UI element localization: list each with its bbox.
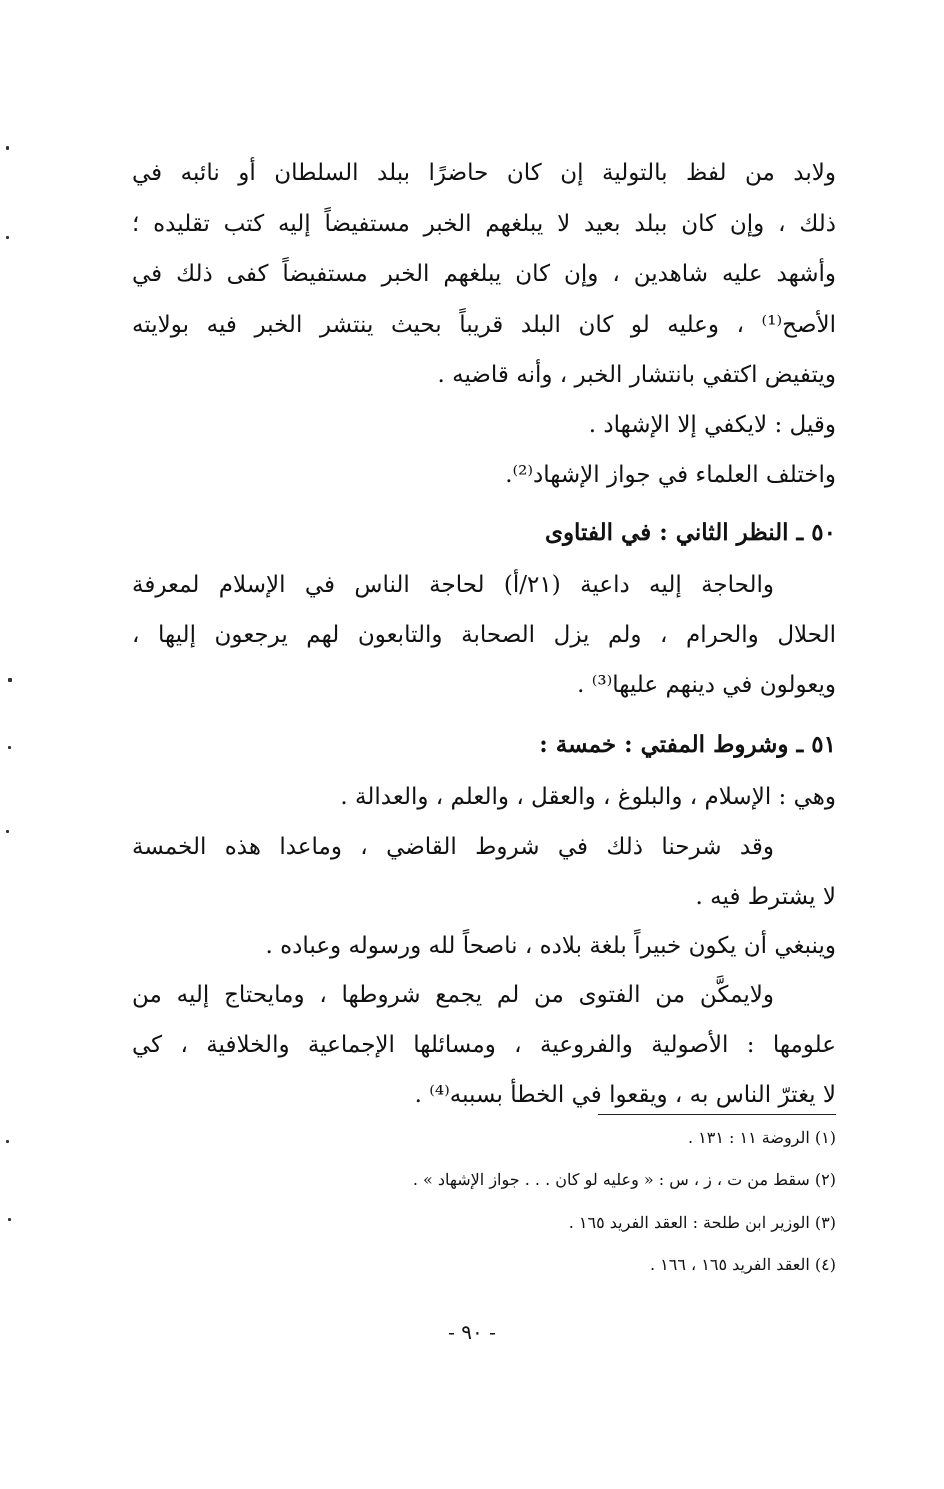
text-line: ذلك ، وإن كان ببلد بعيد لا يبلغهم الخبر مستفيضاً إليه كتب تقليده ؛ <box>132 211 836 237</box>
scan-speck <box>6 146 9 150</box>
text-line: وينبغي أن يكون خبيراً بلغة بلاده ، ناصحاً لله ورسوله وعباده . <box>265 933 836 959</box>
text-line: وأشهد عليه شاهدين ، وإن كان يبلغهم الخبر مستفيضاً كفى ذلك في <box>132 261 836 287</box>
text-line: ويعولون في دينهم عليها⁽³⁾ . <box>577 672 836 698</box>
scan-speck <box>8 678 12 682</box>
text-line: ويتفيض اكتفي بانتشار الخبر ، وأنه قاضيه . <box>437 362 836 388</box>
scan-speck <box>8 746 11 749</box>
footnote: (٣) الوزير ابن طلحة : العقد الفريد ١٦٥ . <box>568 1213 836 1232</box>
text-line: الأصح⁽¹⁾ ، وعليه لو كان البلد قريباً بحيث ينتشر الخبر فيه بولايته <box>132 312 836 338</box>
section-heading: ٥٠ ـ النظر الثاني : في الفتاوى <box>544 519 836 546</box>
text-line: واختلف العلماء في جواز الإشهاد⁽²⁾. <box>505 462 836 488</box>
scan-speck <box>6 1140 9 1143</box>
text-line: علومها : الأصولية والفروعية ، ومسائلها الإجماعية والخلافية ، كي <box>132 1032 836 1058</box>
text-line: ولابد من لفظ بالتولية إن كان حاضرًا ببلد السلطان أو نائبه في <box>132 160 836 186</box>
footnote: (٤) العقد الفريد ١٦٥ ، ١٦٦ . <box>649 1255 836 1274</box>
page-number: - ٩٠ - <box>448 1320 496 1344</box>
text-line: وقيل : لايكفي إلا الإشهاد . <box>588 412 836 438</box>
scan-speck <box>6 830 9 833</box>
text-line: لا يغترّ الناس به ، ويقعوا في الخطأ بسببه⁽⁴⁾ . <box>414 1082 836 1108</box>
text-line: وقد شرحنا ذلك في شروط القاضي ، وماعدا هذه الخمسة <box>132 834 774 860</box>
scan-speck <box>6 236 9 239</box>
footnote: (٢) سقط من ت ، ز ، س : « وعليه لو كان . . . جواز الإشهاد » . <box>412 1170 836 1189</box>
text-line: لا يشترط فيه . <box>695 884 836 910</box>
text-line: ولايمكَّن من الفتوى من لم يجمع شروطها ، ومايحتاج إليه من <box>132 982 774 1008</box>
text-line: والحاجة إليه داعية (٢١/أ) لحاجة الناس في الإسلام لمعرفة <box>132 572 774 598</box>
footnote: (١) الروضة ١١ : ١٣١ . <box>688 1128 836 1147</box>
scan-speck <box>8 1218 11 1221</box>
text-line: الحلال والحرام ، ولم يزل الصحابة والتابعون لهم يرجعون إليها ، <box>132 622 836 648</box>
section-heading: ٥١ ـ وشروط المفتي : خمسة : <box>539 731 836 758</box>
text-line: وهي : الإسلام ، والبلوغ ، والعقل ، والعلم ، والعدالة . <box>340 784 836 810</box>
footnote-divider <box>598 1114 836 1115</box>
